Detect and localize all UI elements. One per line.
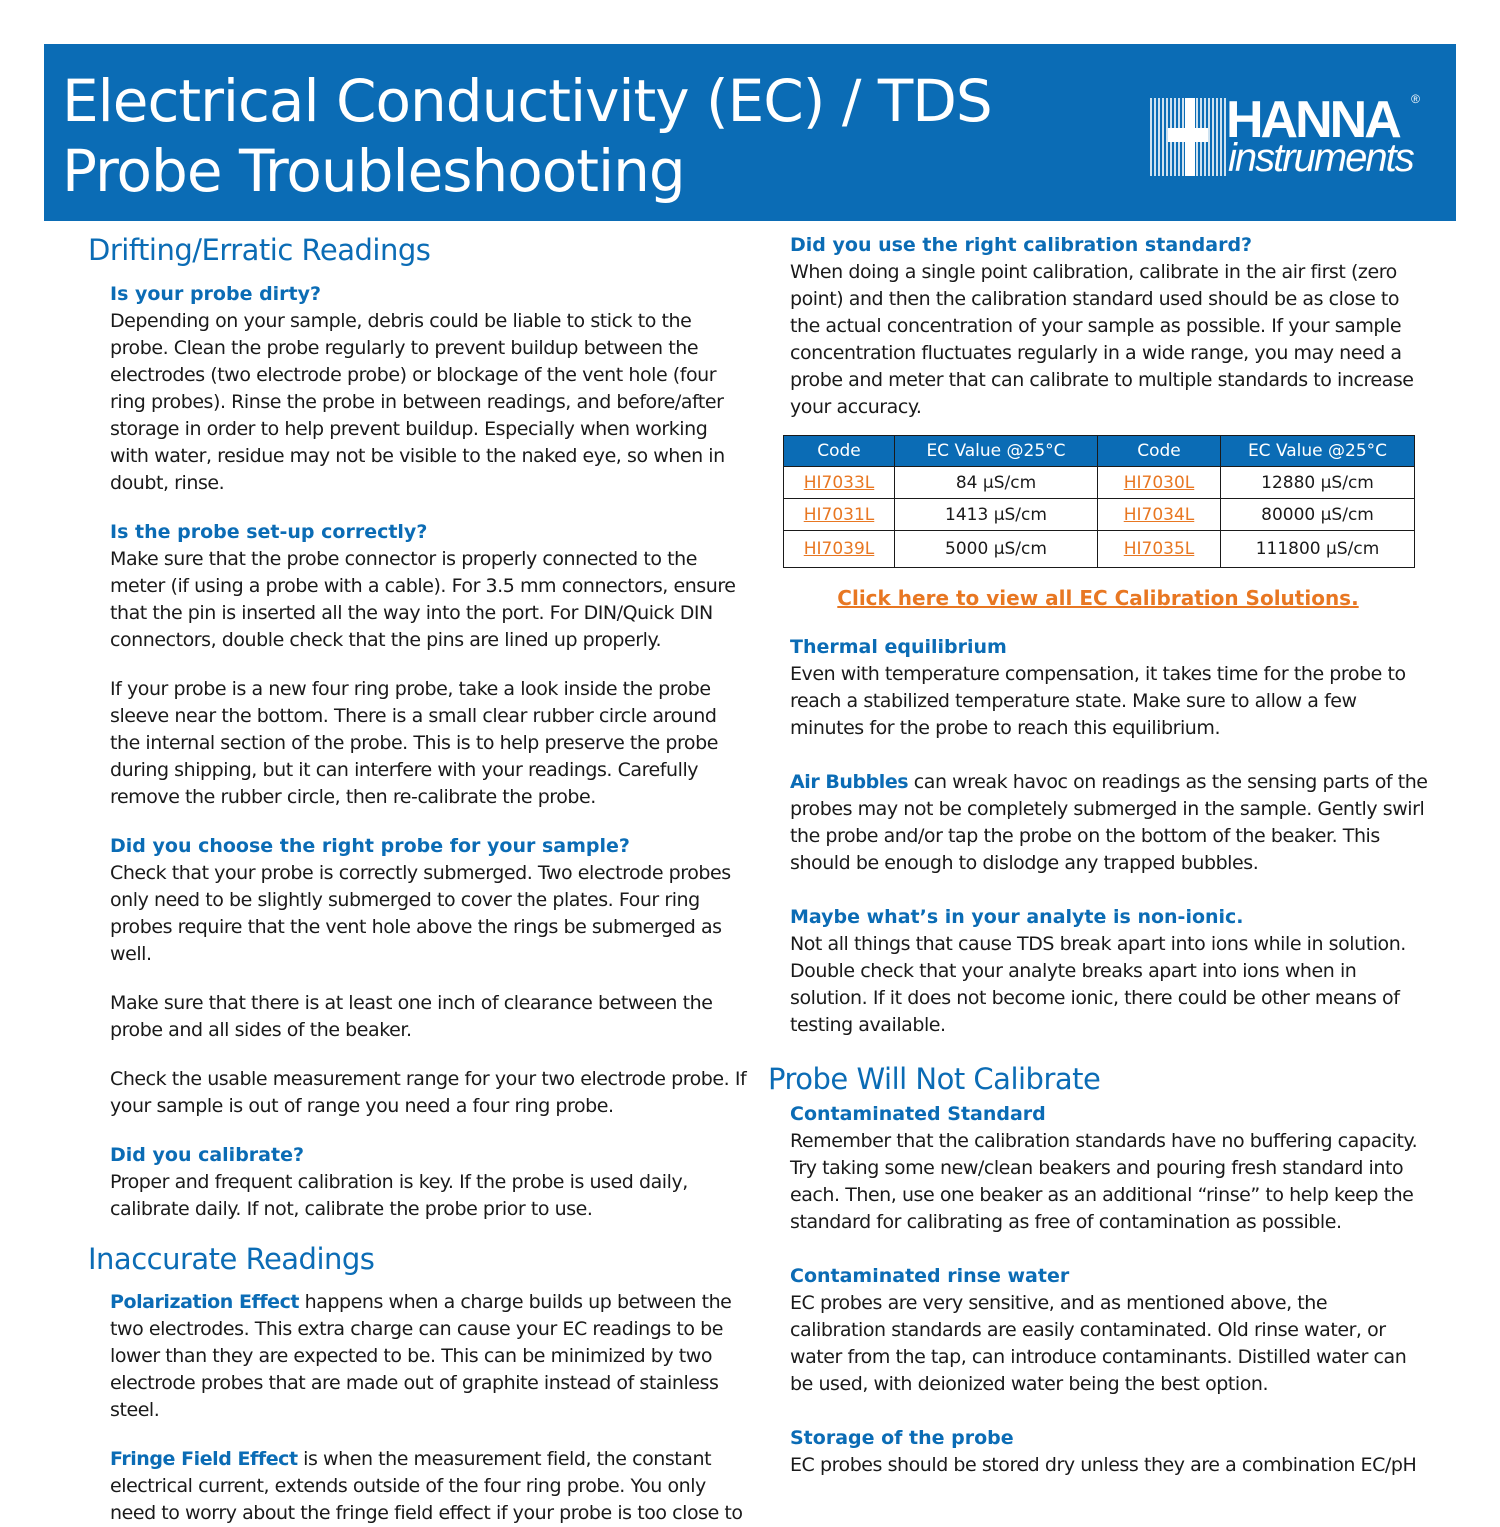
view-all-solutions-link[interactable]: Click here to view all EC Calibration Solutions. [837, 586, 1359, 610]
product-link[interactable]: HI7031L [803, 504, 875, 525]
inaccurate-section [110, 1289, 748, 1527]
ec-value-cell: 1413 μS/cm [895, 499, 1098, 531]
question-dirty: Is your probe dirty? [110, 283, 322, 305]
ec-value-cell: 111800 μS/cm [1221, 531, 1415, 568]
table-row [784, 467, 1415, 499]
header-banner [44, 44, 1456, 221]
ec-value-cell: 80000 μS/cm [1221, 499, 1415, 531]
paragraph-calibrate: Proper and frequent calibration is key. If the probe is used daily, calibrate daily. If not, calibrate the probe prior to use. [110, 1171, 688, 1220]
drifting-section [110, 281, 748, 1223]
hanna-logo-sub: instruments [1228, 136, 1413, 180]
question-thermal: Thermal equilibrium [790, 636, 1007, 658]
section-heading-inaccurate: Inaccurate Readings [88, 1242, 375, 1276]
product-link[interactable]: HI7034L [1123, 504, 1195, 525]
page-title [62, 66, 992, 206]
hanna-logo-mark-icon [1148, 96, 1228, 178]
product-link[interactable]: HI7033L [803, 472, 875, 493]
ec-value-cell: 12880 μS/cm [1221, 467, 1415, 499]
hanna-logo-name: HANNA [1226, 91, 1399, 149]
paragraph-dirty: Depending on your sample, debris could be liable to stick to the probe. Clean the probe regularly to prevent buildup between the electrodes (two electrode probe) or blockage of the vent hole (four ring probes). Rinse the probe in between readings, and before/after storage in order to help prevent buildup. Especially when working with water, residue may not be visible to the naked eye, so when in doubt, rinse. [110, 310, 725, 494]
question-choose-probe: Did you choose the right probe for your sample? [110, 835, 630, 857]
header-code-2: Code [1098, 436, 1221, 467]
right-column [768, 228, 1428, 1479]
paragraph-choose-1: Check that your probe is correctly submerged. Two electrode probes only need to be slightly submerged to cover the plates. Four ring probes require that the vent hole above the rings be submerged as well. [110, 862, 731, 965]
paragraph-choose-3: Check the usable measurement range for your two electrode probe. If your sample is out of range you need a four ring probe. [110, 1068, 747, 1117]
section-heading-drifting: Drifting/Erratic Readings [88, 233, 431, 267]
text-polarization: happens when a charge builds up between the two electrodes. This extra charge can cause your EC readings to be lower than they are expected to be. This can be minimized by two electrode probes that are made out of graphite instead of stainless steel. [110, 1291, 732, 1421]
question-calibrate: Did you calibrate? [110, 1144, 304, 1166]
product-link[interactable]: HI7039L [803, 539, 875, 559]
calibration-standards-table [783, 435, 1415, 568]
table-row [784, 531, 1415, 568]
question-standard: Did you use the right calibration standard? [790, 234, 1253, 256]
paragraph-setup-2: If your probe is a new four ring probe, take a look inside the probe sleeve near the bottom. There is a small clear rubber circle around the internal section of the probe. This is to help preserve the probe during shipping, but it can interfere with your readings. Carefully remove the rubber circle, then re-calibrate the probe. [110, 678, 718, 808]
question-contaminated-standard: Contaminated Standard [790, 1103, 1046, 1125]
text-air-bubbles: can wreak havoc on readings as the sensing parts of the probes may not be completely submerged in the sample. Gently swirl the probe and/or tap the probe on the bottom of the beaker. This should be enough to dislodge any trapped bubbles. [790, 771, 1428, 874]
header-ec-value-1: EC Value @25°C [895, 436, 1098, 467]
lead-fringe: Fringe Field Effect [110, 1448, 298, 1470]
will-not-calibrate-section [790, 1101, 1428, 1479]
paragraph-setup-1: Make sure that the probe connector is properly connected to the meter (if using a probe with a cable). For 3.5 mm connectors, ensure that the pin is inserted all the way into the port. For DIN/Quick DIN connectors, double check that the pins are lined up properly. [110, 548, 736, 651]
left-column [88, 228, 748, 1527]
question-non-ionic: Maybe what’s in your analyte is non-ionic. [790, 906, 1244, 928]
paragraph-choose-2: Make sure that there is at least one inch of clearance between the probe and all sides of the beaker. [110, 992, 713, 1041]
paragraph-non-ionic: Not all things that cause TDS break apart into ions while in solution. Double check that your analyte breaks apart into ions when in solution. If it does not become ionic, there could be other means of testing available. [790, 933, 1406, 1036]
paragraph-fringe [110, 1446, 748, 1527]
header-code-1: Code [784, 436, 895, 467]
paragraph-standard: When doing a single point calibration, calibrate in the air first (zero point) and then the calibration standard used should be as close to the actual concentration of your sample as possible. If your sample concentration fluctuates regularly in a wide range, you may need a probe and meter that can calibrate to multiple standards to increase your accuracy. [790, 261, 1414, 418]
ec-value-cell: 84 μS/cm [895, 467, 1098, 499]
paragraph-storage: EC probes should be stored dry unless they are a combination EC/pH [790, 1454, 1417, 1476]
paragraph-contaminated-standard: Remember that the calibration standards have no buffering capacity. Try taking some new/clean beakers and pouring fresh standard into each. Then, use one beaker as an additional “rinse” to help keep the standard for calibrating as free of contamination as possible. [790, 1130, 1418, 1233]
lead-air-bubbles: Air Bubbles [790, 771, 909, 793]
product-link[interactable]: HI7035L [1123, 539, 1195, 559]
cta-container [768, 586, 1428, 610]
standard-section [790, 232, 1428, 421]
paragraph-contaminated-rinse: EC probes are very sensitive, and as mentioned above, the calibration standards are easily contaminated. Old rinse water, or water from the tap, can introduce contaminants. Distilled water can be used, with deionized water being the best option. [790, 1292, 1407, 1395]
product-link[interactable]: HI7030L [1123, 472, 1195, 493]
paragraph-thermal: Even with temperature compensation, it takes time for the probe to reach a stabilized temperature state. Make sure to allow a few minutes for the probe to reach this equilibrium. [790, 663, 1406, 739]
ec-value-cell: 5000 μS/cm [895, 531, 1098, 568]
question-contaminated-rinse: Contaminated rinse water [790, 1265, 1070, 1287]
table-header-row [784, 436, 1415, 467]
section-heading-will-not-calibrate: Probe Will Not Calibrate [768, 1062, 1101, 1096]
title-line-2: Probe Troubleshooting [62, 137, 685, 205]
thermal-section [790, 634, 1428, 1039]
paragraph-polarization [110, 1289, 748, 1424]
lead-polarization: Polarization Effect [110, 1291, 300, 1313]
question-setup: Is the probe set-up correctly? [110, 521, 428, 543]
table-row [784, 499, 1415, 531]
registered-mark: ® [1411, 92, 1420, 106]
text-fringe: is when the measurement field, the constant electrical current, extends outside of the four ring probe. You only need to worry about the fringe field effect if your probe is too close to [110, 1448, 743, 1524]
question-storage: Storage of the probe [790, 1427, 1014, 1449]
title-line-1: Electrical Conductivity (EC) / TDS [62, 67, 992, 135]
paragraph-air-bubbles [790, 769, 1428, 877]
header-ec-value-2: EC Value @25°C [1221, 436, 1415, 467]
hanna-logo [1148, 91, 1428, 180]
